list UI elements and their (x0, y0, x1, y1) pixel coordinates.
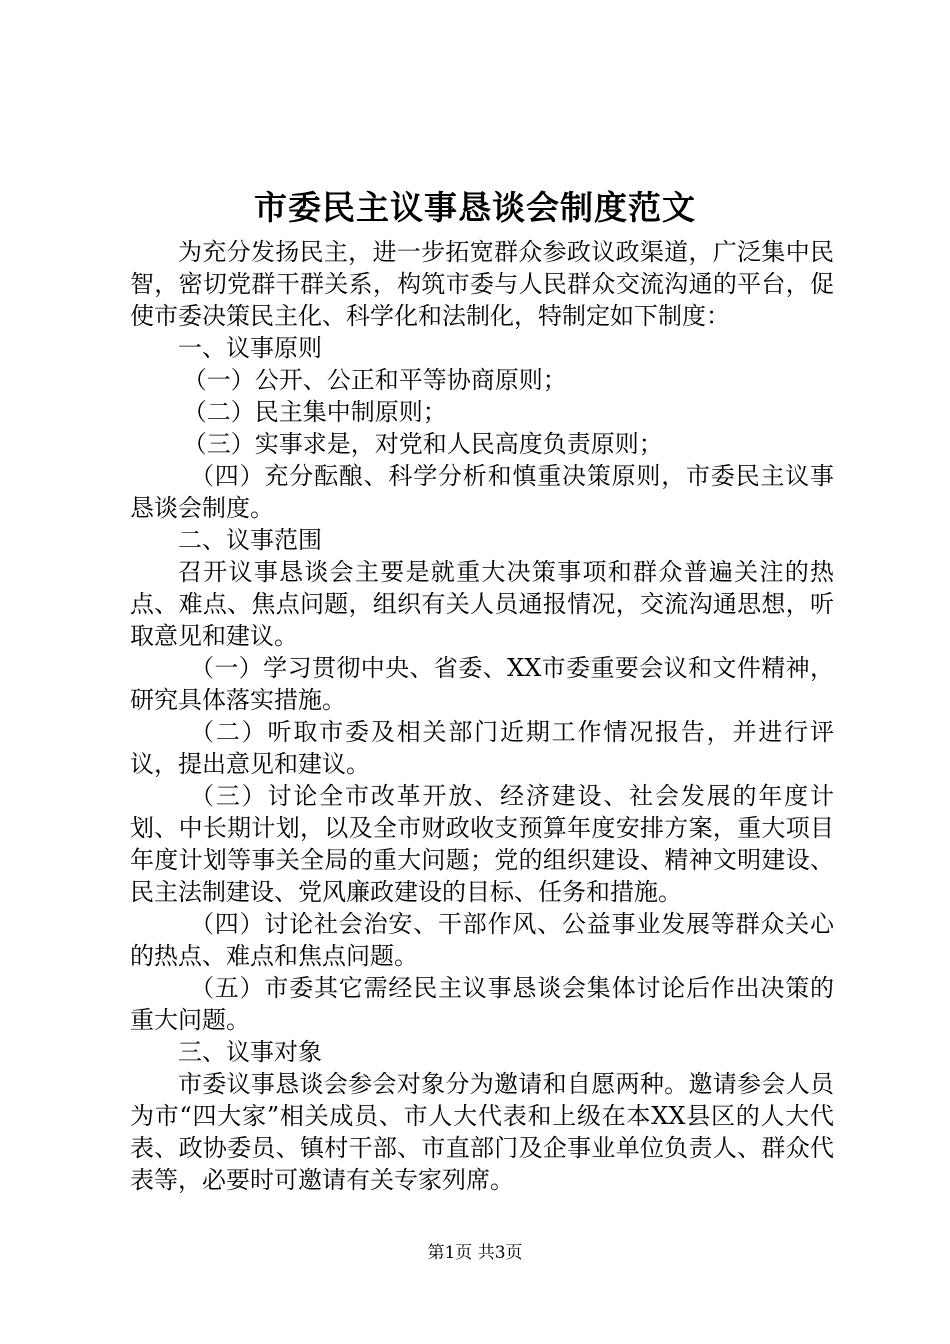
paragraph: 一、议事原则 (178, 334, 322, 362)
paragraph: 二、议事范围 (178, 526, 322, 554)
document-body (130, 236, 834, 1196)
paragraph: 三、议事对象 (178, 1038, 322, 1066)
paragraph: （四）充分酝酿、科学分析和慎重决策原则，市委民主议事恳谈会制度。 (130, 462, 834, 522)
paragraph: （一）学习贯彻中央、省委、XX市委重要会议和文件精神，研究具体落实措施。 (130, 654, 834, 714)
paragraph: （二）民主集中制原则； (182, 398, 447, 426)
paragraph: （二）听取市委及相关部门近期工作情况报告，并进行评议，提出意见和建议。 (130, 718, 834, 778)
paragraph: （三）讨论全市改革开放、经济建设、社会发展的年度计划、中长期计划，以及全市财政收支预算年度安排方案，重大项目年度计划等事关全局的重大问题；党的组织建设、精神文明建设、民主法制建设、党风廉政建设的目标、任务和措施。 (130, 782, 834, 906)
paragraph: 市委议事恳谈会参会对象分为邀请和自愿两种。邀请参会人员为市“四大家”相关成员、市人大代表和上级在本XX县区的人大代表、政协委员、镇村干部、市直部门及企事业单位负责人、群众代表等，必要时可邀请有关专家列席。 (130, 1070, 834, 1194)
paragraph: （五）市委其它需经民主议事恳谈会集体讨论后作出决策的重大问题。 (130, 974, 834, 1034)
document-title: 市委民主议事恳谈会制度范文 (254, 188, 696, 227)
paragraph: （一）公开、公正和平等协商原则； (182, 366, 567, 394)
paragraph: （三）实事求是，对党和人民高度负责原则； (182, 430, 663, 458)
page-footer: 第1页 共3页 (427, 1243, 523, 1263)
paragraph: 召开议事恳谈会主要是就重大决策事项和群众普遍关注的热点、难点、焦点问题，组织有关人员通报情况，交流沟通思想，听取意见和建议。 (130, 558, 834, 650)
paragraph: 为充分发扬民主，进一步拓宽群众参政议政渠道，广泛集中民智，密切党群干群关系，构筑市委与人民群众交流沟通的平台，促使市委决策民主化、科学化和法制化，特制定如下制度： (130, 238, 834, 330)
paragraph: （四）讨论社会治安、干部作风、公益事业发展等群众关心的热点、难点和焦点问题。 (130, 910, 834, 970)
